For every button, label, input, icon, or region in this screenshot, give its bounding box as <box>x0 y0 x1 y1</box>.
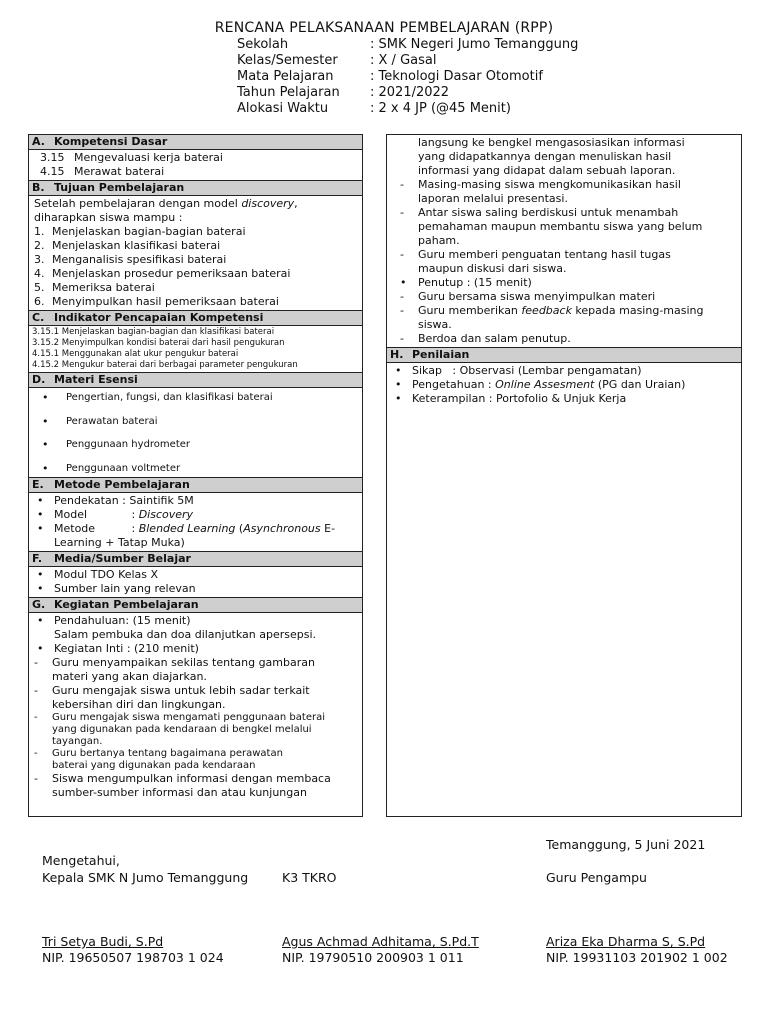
bullet-icon: • <box>400 276 407 289</box>
list-item <box>400 290 737 304</box>
item-number: 4. <box>34 267 45 280</box>
bullet-icon: • <box>42 391 49 404</box>
list-item <box>34 462 358 476</box>
intro-emphasis: discovery <box>241 197 295 210</box>
section-title: Tujuan Pembelajaran <box>54 181 185 194</box>
metode-label: Pendekatan <box>54 493 119 507</box>
metode-sep: : <box>118 493 130 507</box>
section-body-tujuan <box>29 196 362 310</box>
list-item <box>34 642 358 656</box>
bullet-icon: • <box>37 521 44 535</box>
list-item <box>34 415 358 439</box>
item-number: 4.15 <box>40 165 65 178</box>
dash-icon: - <box>34 711 38 723</box>
section-body-kegiatan-continued <box>387 135 741 347</box>
list-item <box>34 295 358 309</box>
bullet-icon: • <box>37 613 44 627</box>
list-item <box>400 332 737 346</box>
item-text: Sumber lain yang relevan <box>54 581 196 595</box>
metode-sep: : <box>128 507 139 521</box>
list-item <box>34 391 358 415</box>
item-text: Menjelaskan prosedur pemeriksaan baterai <box>52 267 291 280</box>
section-header-metode <box>29 477 362 493</box>
tujuan-intro <box>34 197 358 211</box>
kepala-title: Kepala SMK N Jumo Temanggung <box>42 870 249 885</box>
list-item <box>34 748 358 772</box>
section-header-kegiatan <box>29 597 362 613</box>
list-item <box>34 225 358 239</box>
dash-icon: - <box>400 178 404 191</box>
section-title: Kompetensi Dasar <box>54 135 168 148</box>
list-item <box>34 267 358 281</box>
bullet-icon: • <box>395 378 402 391</box>
meta-key: Sekolah <box>237 37 289 52</box>
item-text: Sikap : Observasi (Lembar pengamatan) <box>412 364 642 377</box>
list-item <box>34 151 358 165</box>
continuation-text <box>400 136 737 178</box>
list-item <box>34 656 358 684</box>
section-number: A. <box>32 135 45 148</box>
list-item <box>392 378 737 392</box>
section-header-penilaian <box>387 347 741 363</box>
section-title: Penilaian <box>412 348 470 361</box>
meta-row-alokasi <box>237 101 578 117</box>
guru-nip: NIP. 19931103 201902 1 002 <box>546 950 728 965</box>
meta-key: Mata Pelajaran <box>237 69 334 84</box>
list-item <box>34 438 358 462</box>
step-text: Guru mengajak siswa mengamati penggunaan baterai <box>52 711 325 723</box>
meta-key: Alokasi Waktu <box>237 101 329 116</box>
dash-icon: - <box>34 655 38 669</box>
k3-title: K3 TKRO <box>282 870 337 885</box>
list-item <box>392 392 737 406</box>
list-item <box>34 568 358 582</box>
dash-icon: - <box>34 771 38 785</box>
list-item <box>34 508 358 522</box>
dash-icon: - <box>400 206 404 219</box>
kepala-name: Tri Setya Budi, S.Pd <box>42 934 164 949</box>
list-item <box>34 165 358 179</box>
item-text: Penggunaan voltmeter <box>66 462 181 474</box>
step-text: siswa. <box>418 318 452 331</box>
indikator-item: 3.15.1 Menjelaskan bagian-bagian dan klasifikasi baterai <box>32 327 275 337</box>
document-title: RENCANA PELAKSANAAN PEMBELAJARAN (RPP) <box>214 20 554 36</box>
list-item <box>392 364 737 378</box>
step-text: pemahaman maupun membantu siswa yang belum <box>418 220 703 233</box>
dash-icon: - <box>34 683 38 697</box>
step-text: langsung ke bengkel mengasosiasikan informasi <box>418 136 685 149</box>
place-date: Temanggung, 5 Juni 2021 <box>546 837 706 852</box>
step-text: laporan melalui presentasi. <box>418 192 568 205</box>
dash-icon: - <box>400 332 404 345</box>
metode-value: Saintifik 5M <box>129 493 194 507</box>
section-number: B. <box>32 181 45 194</box>
step-text: Siswa mengumpulkan informasi dengan membaca <box>52 771 331 785</box>
section-body-materi <box>29 388 362 477</box>
step-text: Guru menyampaikan sekilas tentang gambaran <box>52 655 315 669</box>
metode-continuation: Learning + Tatap Muka) <box>54 535 185 549</box>
metode-sep: : <box>128 521 139 535</box>
item-text: Menjelaskan klasifikasi baterai <box>52 239 221 252</box>
section-header-kompetensi-dasar <box>29 135 362 150</box>
bullet-icon: • <box>37 581 44 595</box>
item-number: 5. <box>34 281 45 294</box>
step-text: yang didapatkannya dengan menuliskan hasil <box>418 150 672 163</box>
step-text: Guru memberi penguatan tentang hasil tugas <box>418 248 671 261</box>
meta-key: Kelas/Semester <box>237 53 338 68</box>
item-number: 3. <box>34 253 45 266</box>
bullet-icon: • <box>37 507 44 521</box>
list-item <box>34 712 358 748</box>
item-number: 1. <box>34 225 45 238</box>
indikator-item: 4.15.1 Menggunakan alat ukur pengukur baterai <box>32 349 239 359</box>
list-item <box>400 276 737 290</box>
list-item <box>34 684 358 712</box>
item-text: Penutup : (15 menit) <box>418 276 532 289</box>
list-item <box>400 178 737 206</box>
step-text: yang digunakan pada kendaraan di bengkel melalui <box>52 723 312 735</box>
step-text: Antar siswa saling berdiskusi untuk menambah <box>418 206 679 219</box>
step-text: Berdoa dan salam penutup. <box>418 332 571 345</box>
meta-value: : Teknologi Dasar Otomotif <box>370 69 543 84</box>
item-text: Modul TDO Kelas X <box>54 567 159 581</box>
section-number: H. <box>390 348 404 361</box>
bullet-icon: • <box>395 392 402 405</box>
step-text: Masing-masing siswa mengkomunikasikan hasil <box>418 178 681 191</box>
step-text: informasi yang didapat dalam sebuah laporan. <box>418 164 676 177</box>
metode-label: Metode <box>54 521 96 535</box>
item-number: 2. <box>34 239 45 252</box>
dash-icon: - <box>400 248 404 261</box>
section-number: D. <box>32 373 46 386</box>
section-number: C. <box>32 311 45 324</box>
item-text: Menjelaskan bagian-bagian baterai <box>52 225 246 238</box>
meta-key: Tahun Pelajaran <box>237 85 340 100</box>
k3-nip: NIP. 19790510 200903 1 011 <box>282 950 464 965</box>
section-title: Materi Esensi <box>54 373 138 386</box>
item-text: Menyimpulkan hasil pemeriksaan baterai <box>52 295 279 308</box>
meta-value: : X / Gasal <box>370 53 437 68</box>
metode-value: Asynchronous <box>243 521 321 535</box>
section-title: Indikator Pencapaian Kompetensi <box>54 311 264 324</box>
left-column <box>28 134 363 817</box>
dash-icon: - <box>34 747 38 759</box>
item-text: Menganalisis spesifikasi baterai <box>52 253 227 266</box>
section-number: G. <box>32 597 46 611</box>
step-text: baterai yang digunakan pada kendaraan <box>52 759 256 771</box>
step-text: kebersihan diri dan lingkungan. <box>52 697 226 711</box>
dash-icon: - <box>400 304 404 317</box>
bullet-icon: • <box>37 641 44 655</box>
list-item <box>400 248 737 276</box>
intro-text: , <box>294 197 298 210</box>
list-item <box>400 206 737 248</box>
item-text: Perawatan baterai <box>66 415 158 427</box>
list-item <box>34 281 358 295</box>
dash-icon: - <box>400 290 404 303</box>
meta-value: : 2 x 4 JP (@45 Menit) <box>370 101 511 116</box>
item-text: Memeriksa baterai <box>52 281 155 294</box>
list-item <box>34 239 358 253</box>
guru-name: Ariza Eka Dharma S, S.Pd <box>546 934 706 949</box>
meta-value: : 2021/2022 <box>370 85 450 100</box>
section-body-media <box>29 567 362 597</box>
section-title: Metode Pembelajaran <box>54 477 190 491</box>
step-text: Guru bersama siswa menyimpulkan materi <box>418 290 656 303</box>
item-text: Kegiatan Inti : (210 menit) <box>54 641 199 655</box>
bullet-icon: • <box>37 493 44 507</box>
step-text: maupun diskusi dari siswa. <box>418 262 567 275</box>
metode-value: Blended Learning <box>138 521 236 535</box>
section-body-kegiatan <box>29 613 362 801</box>
item-text: Pengertian, fungsi, dan klasifikasi baterai <box>66 392 273 403</box>
bullet-icon: • <box>42 438 49 451</box>
step-text: Guru bertanya tentang bagaimana perawatan <box>52 747 283 759</box>
list-item <box>34 582 358 596</box>
list-item <box>400 304 737 332</box>
section-title: Media/Sumber Belajar <box>54 551 191 565</box>
item-text: Pendahuluan: (15 menit) <box>54 613 191 627</box>
section-header-media <box>29 551 362 567</box>
meta-row-tahun <box>237 85 578 101</box>
section-number: F. <box>32 551 43 565</box>
document-meta <box>237 37 578 117</box>
item-text: Keterampilan : Portofolio & Unjuk Kerja <box>412 392 627 405</box>
intro-text: Setelah pembelajaran dengan model <box>34 197 242 210</box>
meta-row-sekolah <box>237 37 578 53</box>
item-text: (PG dan Uraian) <box>594 378 686 391</box>
section-header-materi <box>29 372 362 388</box>
metode-value: Discovery <box>138 507 194 521</box>
item-number: 6. <box>34 295 45 308</box>
section-header-indikator <box>29 310 362 326</box>
item-emphasis: Online Assesment <box>495 378 595 391</box>
pendahuluan-text: Salam pembuka dan doa dilanjutkan apersepsi. <box>54 627 317 641</box>
metode-label: Model <box>54 507 88 521</box>
step-emphasis: feedback <box>521 304 572 317</box>
section-body-metode <box>29 493 362 551</box>
bullet-icon: • <box>42 461 49 475</box>
metode-text: ( <box>235 521 244 535</box>
step-text: tayangan. <box>52 735 103 747</box>
step-text: materi yang akan diajarkan. <box>52 669 207 683</box>
kepala-nip: NIP. 19650507 198703 1 024 <box>42 950 224 965</box>
list-item <box>34 772 358 800</box>
section-number: E. <box>32 477 44 491</box>
step-text: sumber-sumber informasi dan atau kunjungan <box>52 785 307 799</box>
right-column <box>386 134 742 817</box>
section-title: Kegiatan Pembelajaran <box>54 597 199 611</box>
tujuan-intro-line2: diharapkan siswa mampu : <box>34 211 183 224</box>
item-text: Mengevaluasi kerja baterai <box>74 151 223 164</box>
section-body-indikator <box>29 326 362 372</box>
item-text: Merawat baterai <box>74 165 165 178</box>
step-text: Guru memberikan <box>418 304 522 317</box>
k3-name: Agus Achmad Adhitama, S.Pd.T <box>282 934 479 949</box>
section-body-kompetensi-dasar <box>29 150 362 180</box>
item-text: Pengetahuan : <box>412 378 496 391</box>
mengetahui-label: Mengetahui, <box>42 853 120 868</box>
list-item <box>34 494 358 508</box>
section-header-tujuan <box>29 180 362 196</box>
list-item <box>34 522 358 536</box>
step-text: paham. <box>418 234 460 247</box>
meta-row-mapel <box>237 69 578 85</box>
metode-text: E- <box>320 521 336 535</box>
indikator-item: 3.15.2 Menyimpulkan kondisi baterai dari hasil pengukuran <box>32 338 285 348</box>
list-item <box>34 614 358 628</box>
section-body-penilaian <box>387 363 741 407</box>
guru-title: Guru Pengampu <box>546 870 647 885</box>
bullet-icon: • <box>37 567 44 581</box>
list-item <box>34 253 358 267</box>
meta-row-kelas <box>237 53 578 69</box>
bullet-icon: • <box>42 414 49 428</box>
meta-value: : SMK Negeri Jumo Temanggung <box>370 37 579 52</box>
step-text: kepada masing-masing <box>571 304 704 317</box>
item-number: 3.15 <box>40 151 65 164</box>
indikator-item: 4.15.2 Mengukur baterai dari berbagai parameter pengukuran <box>32 360 298 370</box>
bullet-icon: • <box>395 364 402 377</box>
step-text: Guru mengajak siswa untuk lebih sadar terkait <box>52 683 310 697</box>
item-text: Penggunaan hydrometer <box>66 439 190 450</box>
